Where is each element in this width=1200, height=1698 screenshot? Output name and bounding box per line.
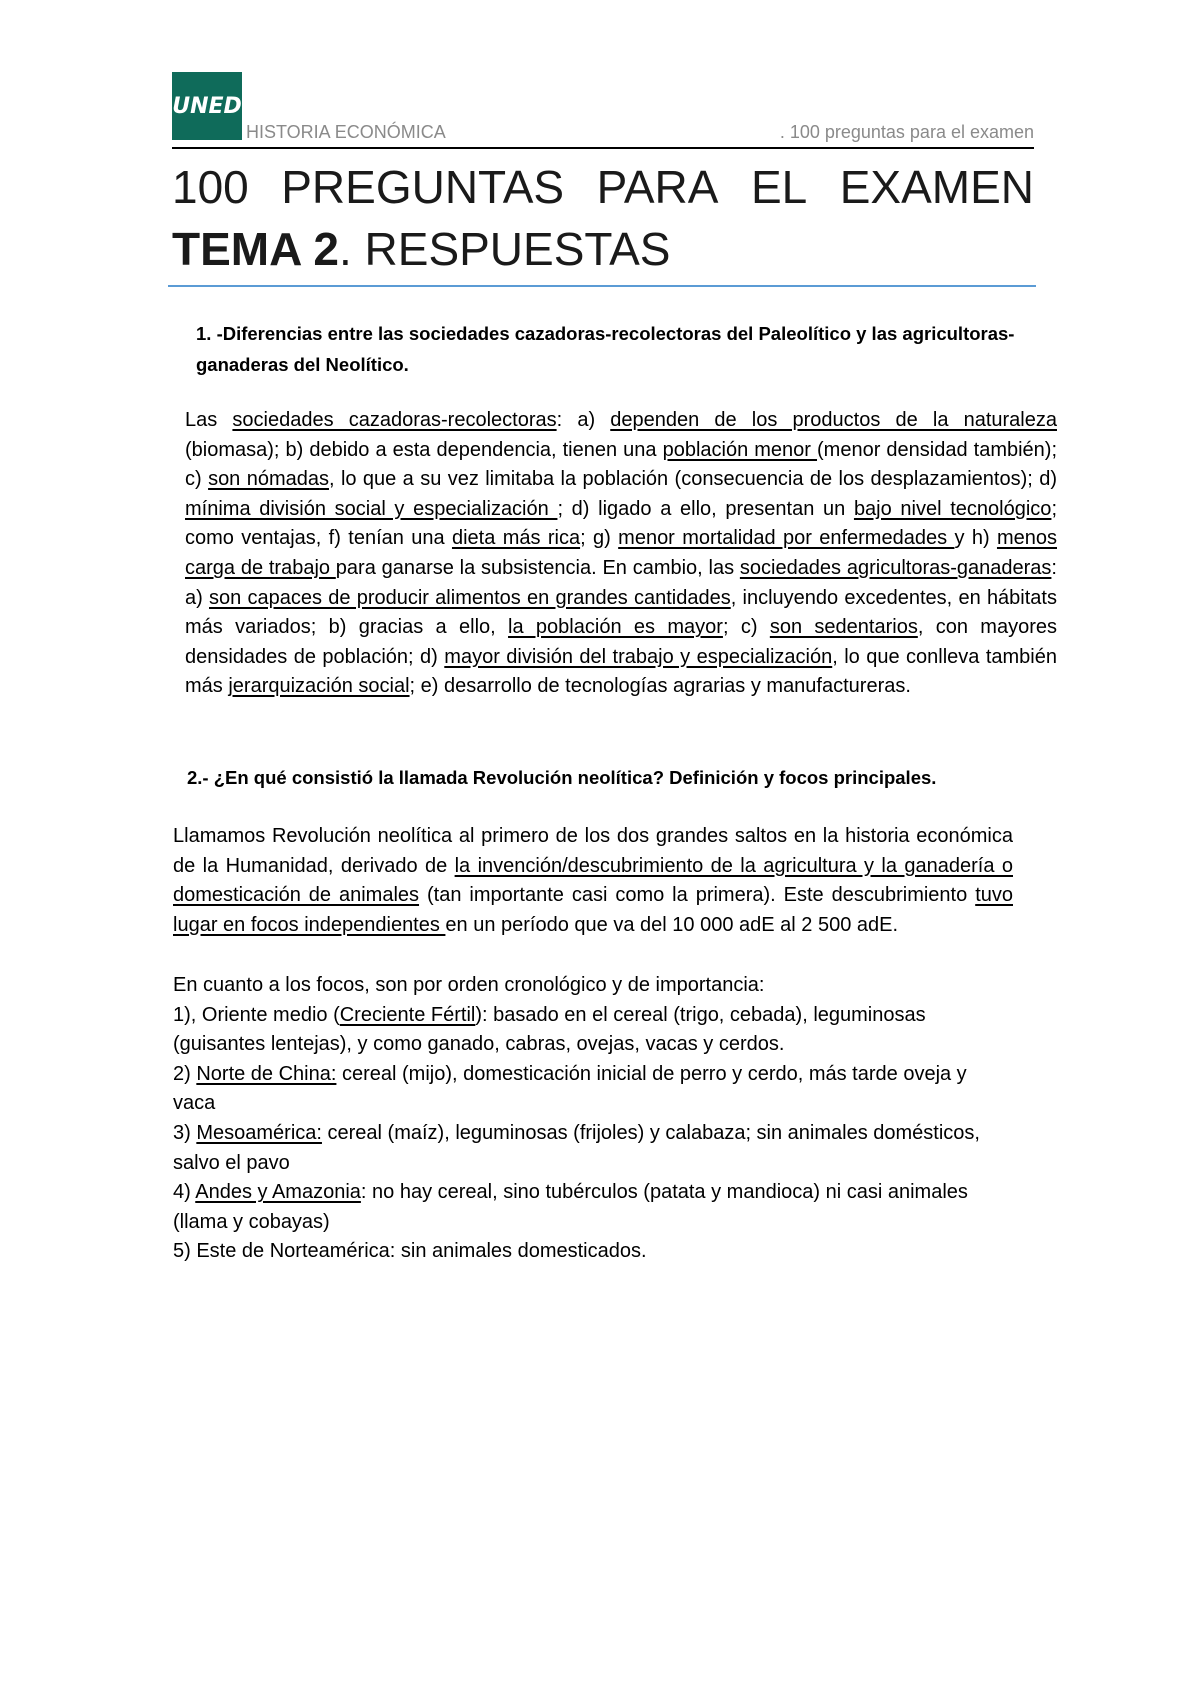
text-run: 5) Este de Norteamérica: sin animales domesticados. (173, 1240, 647, 1263)
text-run: ): basado en el cereal (trigo, cebada), leguminosas (guisantes lentejas), y como ganado, cabras, ovejas, vacas y cerdos. (173, 1003, 926, 1056)
foci-list-line (173, 1001, 1013, 1060)
title-word: EXAMEN (839, 161, 1034, 213)
underlined-text: tuvo lugar en focos independientes (173, 884, 1013, 936)
answer-2 (173, 822, 1013, 940)
text-run: : no hay cereal, sino tubérculos (patata y mandioca) ni casi animales (llama y cobayas) (173, 1181, 968, 1233)
text-run: ; e) desarrollo de tecnologías agrarias y manufactureras. (409, 675, 911, 698)
underlined-text: la invención/descubrimiento de la agricultura y la ganadería o domesticación de animales (173, 854, 1013, 907)
text-run: ; c) (722, 616, 770, 639)
text-run: 2) (173, 1062, 197, 1085)
title-word: PARA (596, 161, 719, 213)
text-run: y h) (954, 527, 997, 550)
text-run: ; g) (580, 527, 619, 550)
underlined-text: menos carga de trabajo (185, 527, 1057, 579)
title-line-2 (172, 218, 1034, 280)
foci-list-line (173, 1119, 1013, 1178)
title-divider (168, 285, 1036, 287)
underlined-text: Creciente Fértil (339, 1003, 476, 1026)
underlined-text: Norte de China: (196, 1062, 337, 1085)
text-run: , incluyendo excedentes, en hábitats más variados; b) gracias a ello, (185, 586, 1057, 639)
foci-list-line (173, 1060, 1013, 1119)
underlined-text: Mesoamérica: (196, 1121, 322, 1144)
header-divider (172, 147, 1034, 149)
text-run: : a) (556, 409, 611, 431)
title-word: EL (750, 161, 808, 213)
title-line-1 (172, 156, 1034, 218)
text-run: : a) (185, 556, 1057, 609)
question-2: 2.- ¿En qué consistió la llamada Revolución neolítica? Definición y focos principales. (187, 767, 937, 788)
underlined-text: son capaces de producir alimentos en grandes cantidades (209, 586, 731, 609)
foci-list-line (173, 1178, 1013, 1237)
title-word: 100 (172, 161, 249, 213)
underlined-text: sociedades cazadoras-recolectoras (232, 409, 557, 431)
text-run: , con mayores densidades de población; d) (185, 616, 1057, 668)
text-run: ; como ventajas, f) tenían una (185, 497, 1057, 550)
underlined-text: la población es mayor (508, 616, 723, 639)
underlined-text: son nómadas (208, 468, 329, 491)
text-run: (tan importante casi como la primera). Este descubrimiento (419, 884, 976, 907)
text-run: 1), Oriente medio ( (173, 1003, 340, 1026)
text-run: Llamamos Revolución neolítica al primero de los dos grandes saltos en la historia económica de la Humanidad, derivado de (173, 825, 1013, 877)
underlined-text: mayor división del trabajo y especialización (444, 645, 833, 668)
header-right-text: . 100 preguntas para el examen (779, 122, 1034, 142)
underlined-text: población menor (662, 438, 818, 461)
underlined-text: menor mortalidad por enfermedades (618, 527, 955, 550)
text-run: en un período que va del 10 000 adE al 2 500 adE. (445, 913, 899, 936)
underlined-text: son sedentarios (769, 616, 918, 639)
underlined-text: sociedades agricultoras-ganaderas (739, 556, 1052, 579)
underlined-text: dieta más rica (451, 527, 581, 550)
header-subject: HISTORIA ECONÓMICA (246, 122, 446, 142)
logo-text: UNED (172, 93, 242, 119)
text-run: para ganarse la subsistencia. En cambio, las (335, 556, 740, 579)
text-run: cereal (maíz), leguminosas (frijoles) y calabaza; sin animales domésticos, salvo el pavo (173, 1121, 980, 1174)
text-run: (biomasa); b) debido a esta dependencia, tienen una (185, 438, 663, 461)
text-run: En cuanto a los focos, son por orden cronológico y de importancia: (173, 974, 765, 996)
underlined-text: mínima división social y especialización (185, 497, 558, 520)
text-run: 3) (173, 1121, 197, 1144)
underlined-text: Andes y Amazonia (195, 1181, 361, 1204)
page-title (172, 156, 1034, 280)
text-run: ; d) ligado a ello, presentan un (557, 497, 854, 520)
answer-2-foci-list (173, 971, 1013, 1267)
title-word: PREGUNTAS (281, 161, 565, 213)
underlined-text: jerarquización social (228, 675, 410, 698)
underlined-text: dependen de los productos de la naturaleza (610, 409, 1057, 431)
text-run: , lo que a su vez limitaba la población (consecuencia de los desplazamientos); d) (328, 468, 1057, 491)
text-run: (menor densidad también); c) (185, 438, 1058, 491)
text-run: , lo que conlleva también más (185, 645, 1057, 698)
title-tema: TEMA 2 (172, 223, 339, 275)
title-respuestas: . RESPUESTAS (338, 223, 671, 275)
uned-logo (172, 72, 242, 140)
underlined-text: bajo nivel tecnológico (853, 497, 1052, 520)
foci-list-line (173, 971, 1013, 1001)
answer-1 (185, 406, 1057, 702)
text-run: cereal (mijo), domesticación inicial de perro y cerdo, más tarde oveja y vaca (173, 1062, 967, 1115)
foci-list-line (173, 1237, 1013, 1267)
text-run: Las (185, 409, 233, 431)
question-1: 1. -Diferencias entre las sociedades cazadoras-recolectoras del Paleolítico y las agricultoras-ganaderas del Neolítico. (196, 323, 1015, 375)
text-run: 4) (173, 1181, 196, 1204)
